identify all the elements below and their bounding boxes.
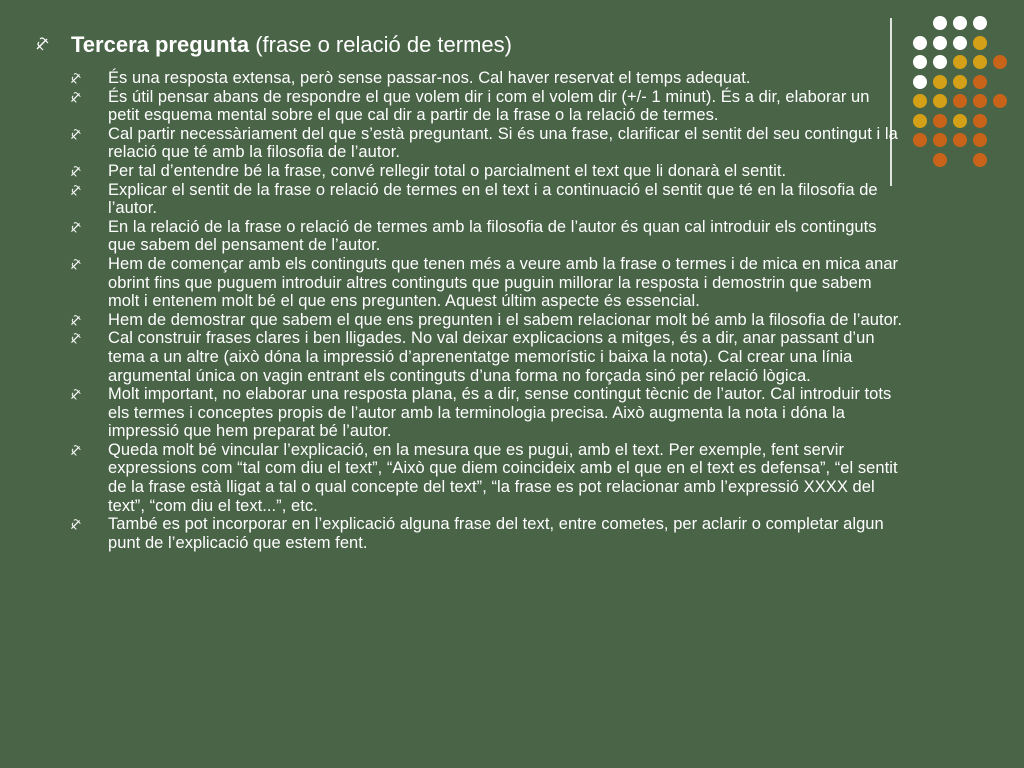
list-item-text: Hem de començar amb els continguts que tenen més a veure amb la frase o termes i de mica en mica anar obrint fins que puguem introduir altres continguts que puguin millorar la resposta i demostrin que sabem molt i entenem molt bé el que ens pregunten. Aquest últim aspecte és essencial. (108, 254, 899, 311)
list-item (69, 329, 904, 385)
wingding-bullet-icon (69, 258, 82, 271)
wingding-bullet-icon (69, 388, 82, 401)
decorative-dot (933, 94, 947, 108)
decorative-dot (913, 114, 927, 128)
list-item-text: Cal construir frases clares i ben lligades. No val deixar explicacions a mitges, és a dir, anar passant d’un tema a un altre (això dóna la impressió d’aprenentatge memorístic i baixa la nota). Cal crear una línia argumental única on vagin entrant els continguts d’una forma no forçada sinó per relació lògica. (108, 329, 875, 385)
decorative-dot (913, 36, 927, 50)
list-item (69, 255, 904, 311)
decorative-dot (933, 75, 947, 89)
list-item (69, 125, 904, 162)
decorative-dot (953, 55, 967, 69)
decorative-dot (913, 94, 927, 108)
list-item (69, 515, 904, 552)
list-item (69, 69, 904, 88)
decorative-dot (953, 36, 967, 50)
slide-title (71, 32, 512, 58)
decorative-dot (913, 55, 927, 69)
slide-content (34, 32, 904, 552)
wingding-bullet-icon (69, 444, 82, 457)
wingding-bullet-icon (69, 332, 82, 345)
list-item-text: Molt important, no elaborar una resposta plana, és a dir, sense contingut tècnic de l’autor. Cal introduir tots els termes i conceptes propis de l’autor amb la terminologia precisa. Això augmenta la nota i dóna la impressió que hem preparat bé l’autor. (108, 385, 892, 441)
decorative-dot (933, 114, 947, 128)
decorative-dot (973, 153, 987, 167)
wingding-bullet-icon (69, 72, 82, 85)
decorative-dot (973, 94, 987, 108)
list-item-text: Queda molt bé vincular l’explicació, en la mesura que es pugui, amb el text. Per exemple, fent servir expressions com “tal com diu el text”, “Això que diem coincideix amb el que en el text es defensa”, “el sentit de la frase està lligat a tal o qual concepte del text”, “la frase es pot relacionar amb l’expressió XXXX del text”, “com diu el text...”, etc. (108, 440, 898, 515)
slide-title-rest: (frase o relació de termes) (249, 32, 512, 57)
wingding-bullet-icon (69, 165, 82, 178)
slide-title-row (34, 32, 904, 58)
list-item-text: Explicar el sentit de la frase o relació de termes en el text i a continuació el sentit que té en la filosofia de l’autor. (108, 180, 878, 218)
decorative-dot (933, 153, 947, 167)
decorative-dot (973, 114, 987, 128)
decorative-dot (953, 114, 967, 128)
list-item-text: Hem de demostrar que sabem el que ens pregunten i el sabem relacionar molt bé amb la filosofia de l’autor. (108, 310, 903, 329)
decorative-dot (993, 55, 1007, 69)
decorative-dot (933, 16, 947, 30)
list-item (69, 311, 904, 330)
list-item-text: És una resposta extensa, però sense passar-nos. Cal haver reservat el temps adequat. (108, 69, 751, 87)
decorative-dot (973, 36, 987, 50)
decorative-dot (913, 133, 927, 147)
decorative-dot (973, 55, 987, 69)
wingding-bullet-icon (69, 91, 82, 104)
decorative-dot (933, 36, 947, 50)
decorative-dot (933, 133, 947, 147)
list-item (69, 162, 904, 181)
bullet-list (69, 69, 904, 552)
decorative-dot (973, 133, 987, 147)
wingding-bullet-icon (69, 221, 82, 234)
list-item (69, 218, 904, 255)
slide-title-bold: Tercera pregunta (71, 32, 250, 57)
decorative-dot (953, 133, 967, 147)
decorative-dot (973, 75, 987, 89)
decorative-dot (953, 94, 967, 108)
decorative-dot (993, 94, 1007, 108)
list-item-text: Per tal d’entendre bé la frase, convé rellegir total o parcialment el text que li donarà el sentit. (108, 161, 787, 180)
list-item (69, 441, 904, 515)
decorative-dot (953, 75, 967, 89)
wingding-bullet-icon (69, 518, 82, 531)
wingding-bullet-icon (34, 36, 50, 52)
decorative-dot (973, 16, 987, 30)
wingding-bullet-icon (69, 184, 82, 197)
list-item-text: Cal partir necessàriament del que s’està preguntant. Si és una frase, clarificar el sentit del seu contingut i la relació que té amb la filosofia de l’autor. (108, 124, 898, 162)
list-item-text: En la relació de la frase o relació de termes amb la filosofia de l’autor és quan cal introduir els continguts que sabem del pensament de l’autor. (108, 217, 877, 255)
list-item (69, 181, 904, 218)
wingding-bullet-icon (69, 128, 82, 141)
decorative-dot (933, 55, 947, 69)
list-item-text: És útil pensar abans de respondre el que volem dir i com el volem dir (+/- 1 minut). És a dir, elaborar un petit esquema mental sobre el que cal dir a partir de la frase o la relació de termes. (108, 87, 870, 125)
list-item (69, 385, 904, 441)
list-item-text: També es pot incorporar en l’explicació alguna frase del text, entre cometes, per aclarir o completar algun punt de l’explicació que estem fent. (108, 515, 884, 552)
decorative-dot (953, 16, 967, 30)
wingding-bullet-icon (69, 314, 82, 327)
decorative-dot (913, 75, 927, 89)
list-item (69, 88, 904, 125)
